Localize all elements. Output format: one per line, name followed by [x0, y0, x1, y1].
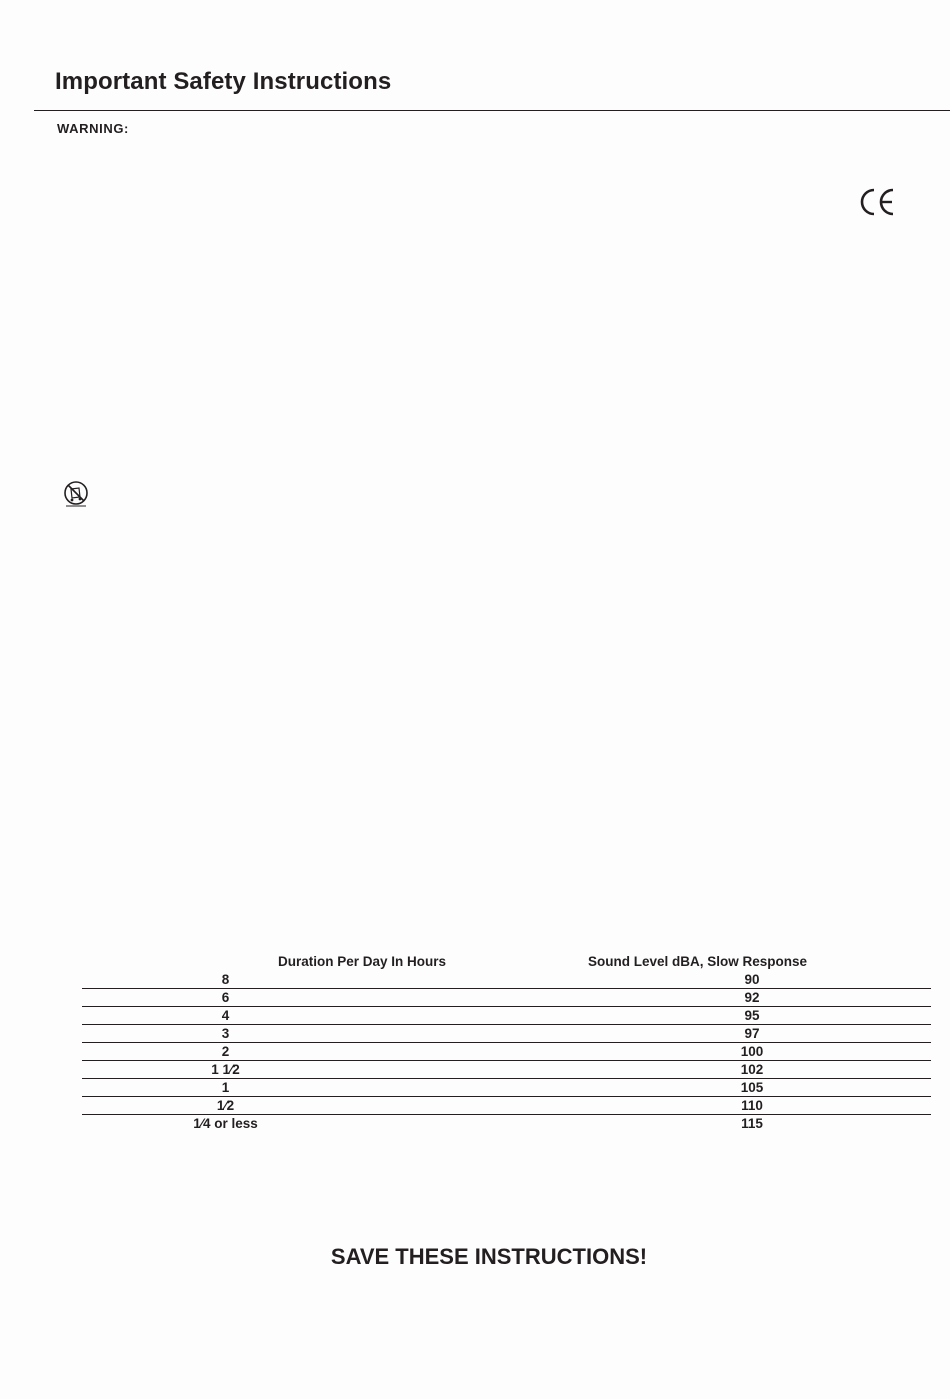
table-row [82, 1007, 931, 1025]
table-row [82, 1061, 931, 1079]
noise-exposure-table [82, 952, 931, 1132]
duration-cell: 4 [82, 1007, 649, 1025]
duration-cell: 1⁄4 or less [82, 1115, 649, 1133]
sound-level-cell: 102 [611, 1061, 893, 1079]
duration-column-header: Duration Per Day In Hours [278, 954, 447, 969]
duration-cell: 3 [82, 1025, 649, 1043]
sound-level-cell: 110 [611, 1097, 893, 1115]
duration-cell: 6 [82, 989, 649, 1007]
duration-cell: 8 [221, 972, 230, 987]
table-row [82, 1043, 931, 1061]
cart-tip-over-warning-icon [62, 480, 90, 508]
sound-level-cell: 100 [611, 1043, 893, 1061]
sound-level-cell: 92 [611, 989, 893, 1007]
sound-level-cell: 90 [744, 972, 760, 987]
duration-cell: 2 [82, 1043, 649, 1061]
title-divider [34, 110, 950, 111]
sound-level-cell: 115 [611, 1115, 893, 1133]
duration-cell: 1 [82, 1079, 649, 1097]
table-row [82, 1097, 931, 1115]
sound-level-cell: 105 [611, 1079, 893, 1097]
table-row [82, 1025, 931, 1043]
ce-mark-icon [857, 185, 897, 219]
table-row [82, 989, 931, 1007]
warning-label: WARNING: [57, 121, 129, 136]
save-instructions-note: SAVE THESE INSTRUCTIONS! [330, 1244, 648, 1269]
sound-level-cell: 97 [611, 1025, 893, 1043]
duration-cell: 1 1⁄2 [82, 1061, 649, 1079]
table-row [82, 1079, 931, 1097]
table-header-row [82, 952, 931, 971]
table-row [82, 971, 931, 989]
duration-cell: 1⁄2 [82, 1097, 649, 1115]
table-row [82, 1115, 931, 1133]
sound-level-column-header: Sound Level dBA, Slow Response [588, 954, 808, 969]
sound-level-cell: 95 [611, 1007, 893, 1025]
page-title: Important Safety Instructions [55, 68, 392, 95]
